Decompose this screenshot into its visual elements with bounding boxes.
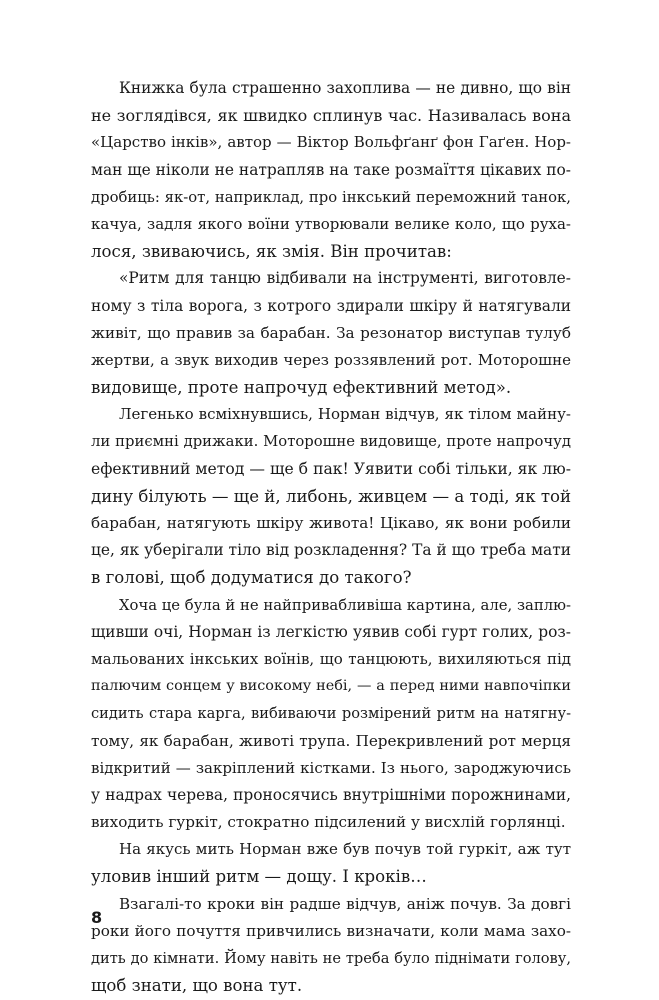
text-line: ли приємні дрижаки. Моторошне видовище, проте напрочуд bbox=[91, 433, 571, 451]
text-line: відкритий — закріплений кістками. Із нього, зароджуючись bbox=[91, 758, 571, 777]
text-line: дробиць: як-от, наприклад, про інкський переможний танок, bbox=[91, 188, 571, 206]
text-line: тому, як барабан, животі трупа. Перекривлений рот мерця bbox=[91, 731, 571, 750]
text-line: «Ритм для танцю відбивали на інструменті, виготовле- bbox=[119, 269, 571, 288]
text-line: видовище, проте напрочуд ефективний метод». bbox=[91, 378, 512, 398]
text-line: Взагалі-то кроки він радше відчув, аніж почув. За довгі bbox=[119, 894, 571, 913]
body-text bbox=[91, 75, 571, 999]
text-line: На якусь мить Норман вже був почув той гуркіт, аж тут bbox=[119, 840, 571, 859]
text-line: дить до кімнати. Йому навіть не треба було піднімати голову, bbox=[91, 950, 571, 967]
text-line: ман ще ніколи не натрапляв на таке розмаїття цікавих по- bbox=[91, 160, 571, 179]
text-line: Легенько всміхнувшись, Норман відчув, як тілом майну- bbox=[119, 405, 571, 424]
text-line: сидить стара карга, вибиваючи розмірений ритм на натягну- bbox=[91, 705, 571, 723]
text-line: виходить гуркіт, стократно підсилений у висхлій горлянці. bbox=[91, 813, 566, 832]
text-line: мальованих інкських воїнів, що танцюють, вихиляються під bbox=[91, 649, 571, 668]
text-line: не зоглядівся, як швидко сплинув час. Називалась вона bbox=[91, 106, 571, 126]
text-line: в голові, щоб додуматися до такого? bbox=[91, 568, 412, 588]
text-line: качуа, задля якого воїни утворювали велике коло, що руха- bbox=[91, 214, 571, 233]
text-line: щоб знати, що вона тут. bbox=[91, 976, 303, 996]
text-line: роки його почуття привчились визначати, коли мама захо- bbox=[91, 921, 571, 940]
text-line: «Царство інків», автор — Віктор Вольфґанґ фон Гаґен. Нор- bbox=[91, 133, 571, 152]
text-line: лося, звиваючись, як змія. Він прочитав: bbox=[91, 242, 452, 262]
text-line: щивши очі, Норман із легкістю уявив собі гурт голих, роз- bbox=[91, 622, 571, 641]
text-line: уловив інший ритм — дощу. І кроків… bbox=[91, 867, 427, 887]
text-line: це, як уберігали тіло від розкладення? Та й що треба мати bbox=[91, 541, 571, 560]
text-line: палючим сонцем у високому небі, — а перед ними навпочіпки bbox=[91, 678, 571, 695]
text-line: ному з тіла ворога, з котрого здирали шкіру й натягували bbox=[91, 296, 571, 315]
text-line: Книжка була страшенно захоплива — не дивно, що він bbox=[119, 79, 571, 97]
page-number: 8 bbox=[91, 908, 103, 927]
text-line: Хоча це була й не найпривабливіша картина, але, заплю- bbox=[119, 596, 571, 614]
text-line: дину білують — ще й, либонь, живцем — а тоді, як той bbox=[91, 486, 572, 506]
text-line: жертви, а звук виходив через роззявлений рот. Моторошне bbox=[91, 350, 571, 369]
text-line: барабан, натягують шкіру живота! Цікаво, як вони робили bbox=[91, 514, 571, 532]
text-line: у надрах черева, проносячись внутрішніми порожнинами, bbox=[91, 785, 571, 804]
text-line: ефективний метод — ще б пак! Уявити собі тільки, як лю- bbox=[91, 459, 571, 478]
text-line: живіт, що правив за барабан. За резонатор виступав тулуб bbox=[91, 323, 571, 342]
